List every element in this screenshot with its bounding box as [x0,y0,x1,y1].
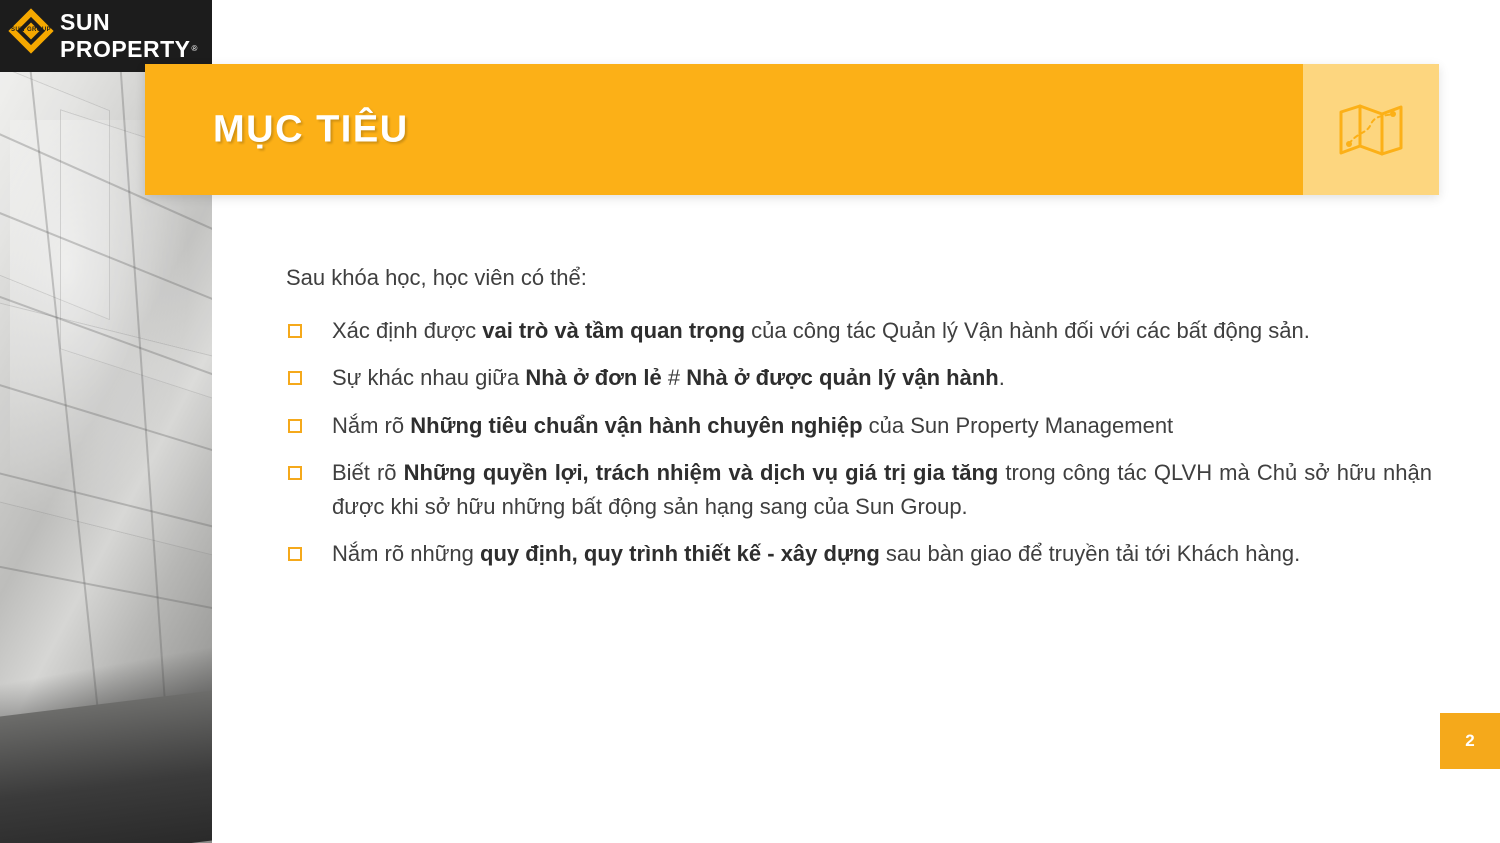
plain-text: . [998,365,1005,391]
page-number-badge: 2 [1440,713,1500,769]
logo-trademark: ® [191,43,198,53]
plain-text: trong công tác QLVH mà Chủ sở hữu nhận được khi sở hữu những bất động sản hạng sang của Sun Group. [332,460,1432,519]
logo [0,0,212,72]
square-bullet-icon [288,466,302,480]
objectives-list [286,314,1432,571]
plain-text: của công tác Quản lý Vận hành đối với các bất động sản. [745,317,1310,343]
list-item [286,456,1432,523]
plain-text: Nắm rõ [332,412,411,438]
square-bullet-icon [288,419,302,433]
list-item [286,361,1432,394]
list-item [286,409,1432,442]
plain-text: của Sun Property Management [862,412,1174,438]
list-item-text [332,456,1432,523]
square-bullet-icon [288,324,302,338]
list-item [286,537,1432,570]
list-item-text [332,361,1432,394]
logo-wordmark: SUN PROPERTY [60,9,191,62]
plain-text: Biết rõ [332,460,404,486]
emphasis-text: Những quyền lợi, trách nhiệm và dịch vụ giá trị gia tăng [403,460,999,486]
title-banner [145,64,1439,195]
banner-icon-container [1303,64,1439,195]
square-bullet-icon [288,371,302,385]
square-bullet-icon [288,547,302,561]
emphasis-text: vai trò và tầm quan trọng [482,317,746,343]
logo-badge-text: SUN GROUP [11,27,51,33]
list-item-text [332,537,1432,570]
list-item-text [332,409,1432,442]
intro-text: Sau khóa học, học viên có thể: [286,265,587,290]
plain-text: # [661,365,687,391]
logo-wordmark-wrap [60,9,212,63]
emphasis-text: Nhà ở đơn lẻ [525,365,662,391]
plain-text: Nắm rõ những [332,541,481,567]
plain-text: sau bàn giao để truyền tải tới Khách hàng. [879,541,1301,567]
map-icon [1337,102,1405,158]
list-item [286,314,1432,347]
slide-body [286,262,1432,585]
sun-group-diamond-icon [8,13,54,59]
plain-text: Xác định được [332,317,483,343]
emphasis-text: Những tiêu chuẩn vận hành chuyên nghiệp [410,412,863,438]
list-item-text [332,314,1432,347]
page-title: MỤC TIÊU [213,108,409,150]
plain-text: Sự khác nhau giữa [332,365,526,391]
emphasis-text: quy định, quy trình thiết kế - xây dựng [480,541,880,567]
emphasis-text: Nhà ở được quản lý vận hành [686,365,999,391]
